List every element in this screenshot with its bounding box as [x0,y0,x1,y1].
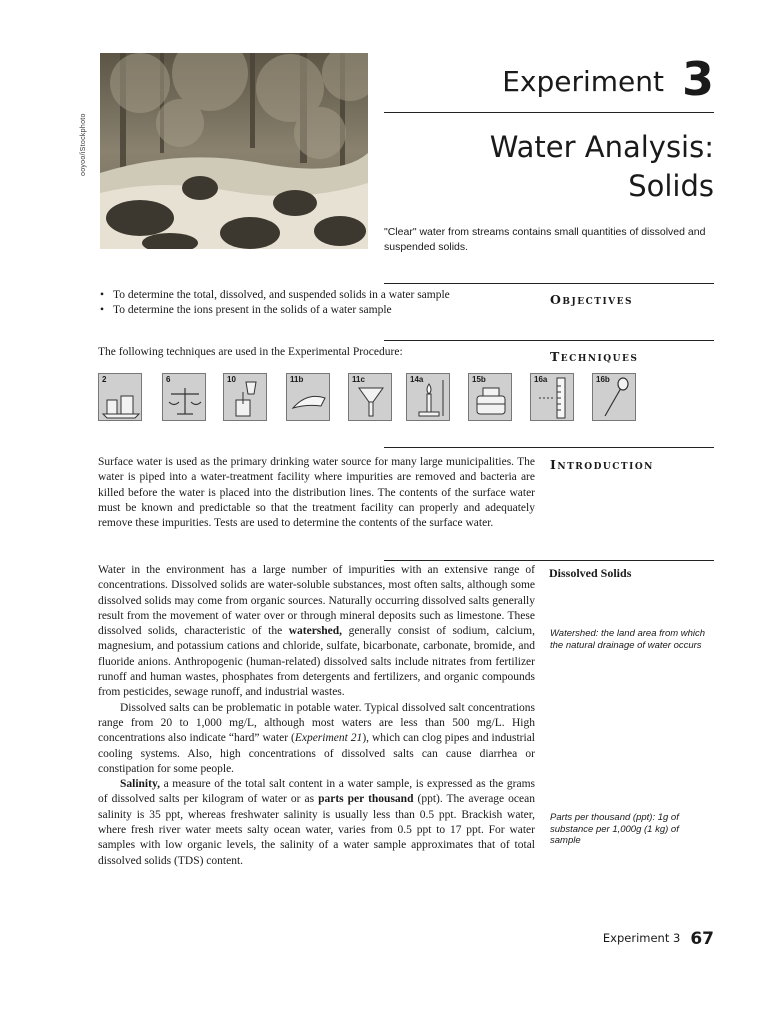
funnel-icon [348,373,392,421]
balance-icon [162,373,206,421]
icon-label: 16b [596,375,610,384]
stream-photo [100,53,368,249]
objectives-list [98,288,538,318]
introduction-heading-text: Introduction [550,457,654,472]
experiment-heading [502,52,714,106]
text-run: Water in the environment has a large number of impurities with an extensive range of concentrations. Dissolved solids are water-soluble substances, most often salts, although some dissolved solids may come from organic sources. Naturally occurring dissolved salts generally result from the movement of water over or through mineral deposits such as limestone. These dissolved solids, characteristic of the [98,564,535,638]
dissolved-paragraph-3 [98,777,535,869]
dissolved-paragraph-2 [98,701,535,777]
objective-item: • To determine the total, dissolved, and suspended solids in a water sample [98,288,538,303]
dissolved-solids-heading: Dissolved Solids [549,566,632,580]
icon-label: 14a [410,375,424,384]
margin-note-ppt: Parts per thousand (ppt): 1g of substance per 1,000g (1 kg) of sample [550,812,679,846]
text-run: ), which can clog pipes and industrial cooling systems. Also, high concentrations of dissolved salts can cause diarrhea or constipation for some people. [98,732,535,775]
dissolved-solids-body [98,563,535,869]
header-rule [384,112,714,113]
techniques-intro: The following techniques are used in the Experimental Procedure: [98,346,403,358]
icon-label: 2 [102,375,107,384]
graduated-cylinder-icon [530,373,574,421]
techniques-heading [550,349,638,364]
introduction-rule [384,447,714,448]
experiment-word: Experiment [502,65,664,98]
photo-credit: ooyoo/iStockphoto [80,113,87,176]
glassware-icon [98,373,142,421]
page-number: 67 [690,929,714,949]
term-parts-per-thousand: parts per thousand [318,793,414,806]
water-bath-icon [468,373,512,421]
photo-caption: "Clear" water from streams contains small quantities of dissolved and suspended solids. [384,226,706,253]
bunsen-burner-icon [406,373,450,421]
margin-note-watershed: Watershed: the land area from which the natural drainage of water occurs [550,628,706,651]
objectives-rule [384,283,714,284]
experiment-number: 3 [681,52,714,106]
experiment-reference: Experiment 21 [294,732,363,745]
dropper-icon [592,373,636,421]
introduction-paragraph [98,455,535,531]
objectives-heading-text: Objectives [550,292,634,307]
techniques-rule [384,340,714,341]
icon-label: 15b [472,375,486,384]
techniques-heading-text: Techniques [550,349,639,364]
icon-label: 10 [227,375,236,384]
objectives-heading [550,292,633,307]
text-run: (ppt). The average ocean salinity is 35 ppt, whereas freshwater salinity is usually less than 0.5 ppt. Brackish water, where fresh river water meets salty ocean water, varies from 0.5 ppt to 17 ppt. For water samples with low organic levels, the salinity of a water sample approximates that of total dissolved solids (TDS) content. [98,793,535,867]
page-title [490,128,714,206]
objective-item: • To determine the ions present in the solids of a water sample [98,303,538,318]
term-watershed: watershed, [288,625,343,638]
text-run: Dissolved salts can be problematic in potable water. Typical dissolved salt concentrations range from 20 to 1,000 mg/L, although most waters are less than 500 mg/L. High concentrations also indicate “hard” water ( [98,701,535,745]
term-salinity: Salinity, [120,778,160,791]
icon-label: 11b [290,375,304,384]
dissolved-rule [384,560,714,561]
icon-label: 6 [166,375,171,384]
icon-label: 16a [534,375,548,384]
title-line-1: Water Analysis: [489,130,714,164]
icon-label: 11c [352,375,365,384]
footer-label: Experiment 3 [602,931,681,945]
text-run: a measure of the total salt content in a water sample, is expressed as the grams of dissolved salts per kilogram of water or as [98,778,535,806]
beaker-pour-icon [223,373,267,421]
dissolved-paragraph-1 [98,563,535,701]
title-line-2: Solids [628,169,714,203]
introduction-heading [550,457,654,472]
text-run: generally consist of sodium, calcium, magnesium, and potassium cations and chloride, sulfate, bicarbonate, carbonate, bromide, and fluoride anions. Anthropogenic (human-related) dissolved salts include nitrates from fertilizer runoff and human wastes, phosphates from detergents and fertilizers, and organic compounds from pesticides, sewage runoff, and industrial wastes. [98,625,535,699]
page-footer [603,929,714,949]
filter-paper-icon [286,373,330,421]
introduction-text: Surface water is used as the primary drinking water source for many large municipalities. The water is piped into a water-treatment facility where impurities are removed and bacteria are killed before the water is placed into the distribution lines. The contents of the surface water must be known and predictable so that the treatment facility can properly and adequately remove these impurities. Tests are used to determine the contents of the surface water. [98,456,535,530]
